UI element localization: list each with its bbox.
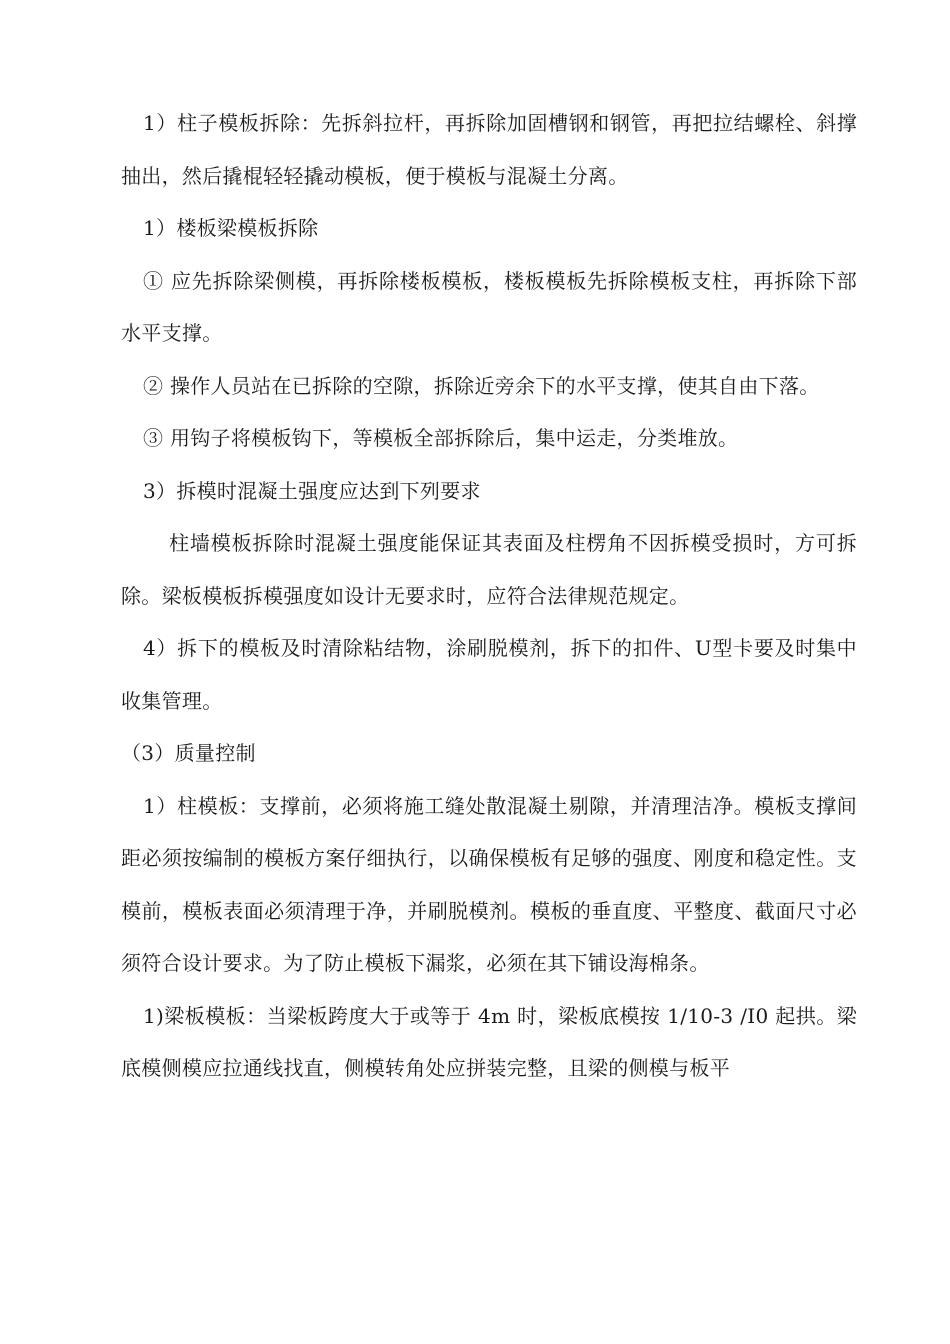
paragraph-column-formwork-quality: 1）柱模板：支撑前，必须将施工缝处散混凝土剔隙，并清理洁净。模板支撑间距必须按编制的模板方案仔细执行，以确保模板有足够的强度、刚度和稳定性。支模前，模板表面必须清理于净，并刷脱模剂。模板的垂直度、平整度、截面尺寸必须符合设计要求。为了防止模板下漏浆，必须在其下铺设海棉条。: [121, 793, 857, 975]
heading-slab-beam-formwork-removal: 1）楼板梁模板拆除: [143, 216, 319, 240]
paragraph-cleaning-and-collection: 4）拆下的模板及时清除粘结物，涂刷脱模剂，拆下的扣件、U型卡要及时集中收集管理。: [121, 636, 857, 713]
paragraph-strength-requirements: 柱墙模板拆除时混凝土强度能保证其表面及柱楞角不因拆模受损时，方可拆除。梁板模板拆模强度如设计无要求时，应符合法律规范规定。: [121, 531, 857, 608]
paragraph-beam-slab-formwork-quality: 1)梁板模板：当梁板跨度大于或等于 4m 时，梁板底模按 1/10-3 /I0 起拱。梁底模侧模应拉通线找直，侧模转角处应拼装完整，且梁的侧模与板平: [121, 1003, 857, 1080]
paragraph-column-formwork-removal: 1）柱子模板拆除：先拆斜拉杆，再拆除加固槽钢和钢管，再把拉结螺栓、斜撑抽出，然后撬棍轻轻撬动模板，便于模板与混凝土分离。: [121, 111, 857, 188]
paragraph-step-1: ① 应先拆除梁侧模，再拆除楼板模板，楼板模板先拆除模板支柱，再拆除下部水平支撑。: [121, 268, 857, 345]
paragraph-step-2: ② 操作人员站在已拆除的空隙，拆除近旁余下的水平支撑，使其自由下落。: [143, 373, 820, 398]
heading-concrete-strength-requirements: 3）拆模时混凝土强度应达到下列要求: [143, 478, 481, 503]
heading-quality-control: （3）质量控制: [121, 741, 256, 765]
document-body: [121, 97, 857, 1095]
paragraph-step-3: ③ 用钩子将模板钩下，等模板全部拆除后，集中运走，分类堆放。: [143, 426, 739, 450]
